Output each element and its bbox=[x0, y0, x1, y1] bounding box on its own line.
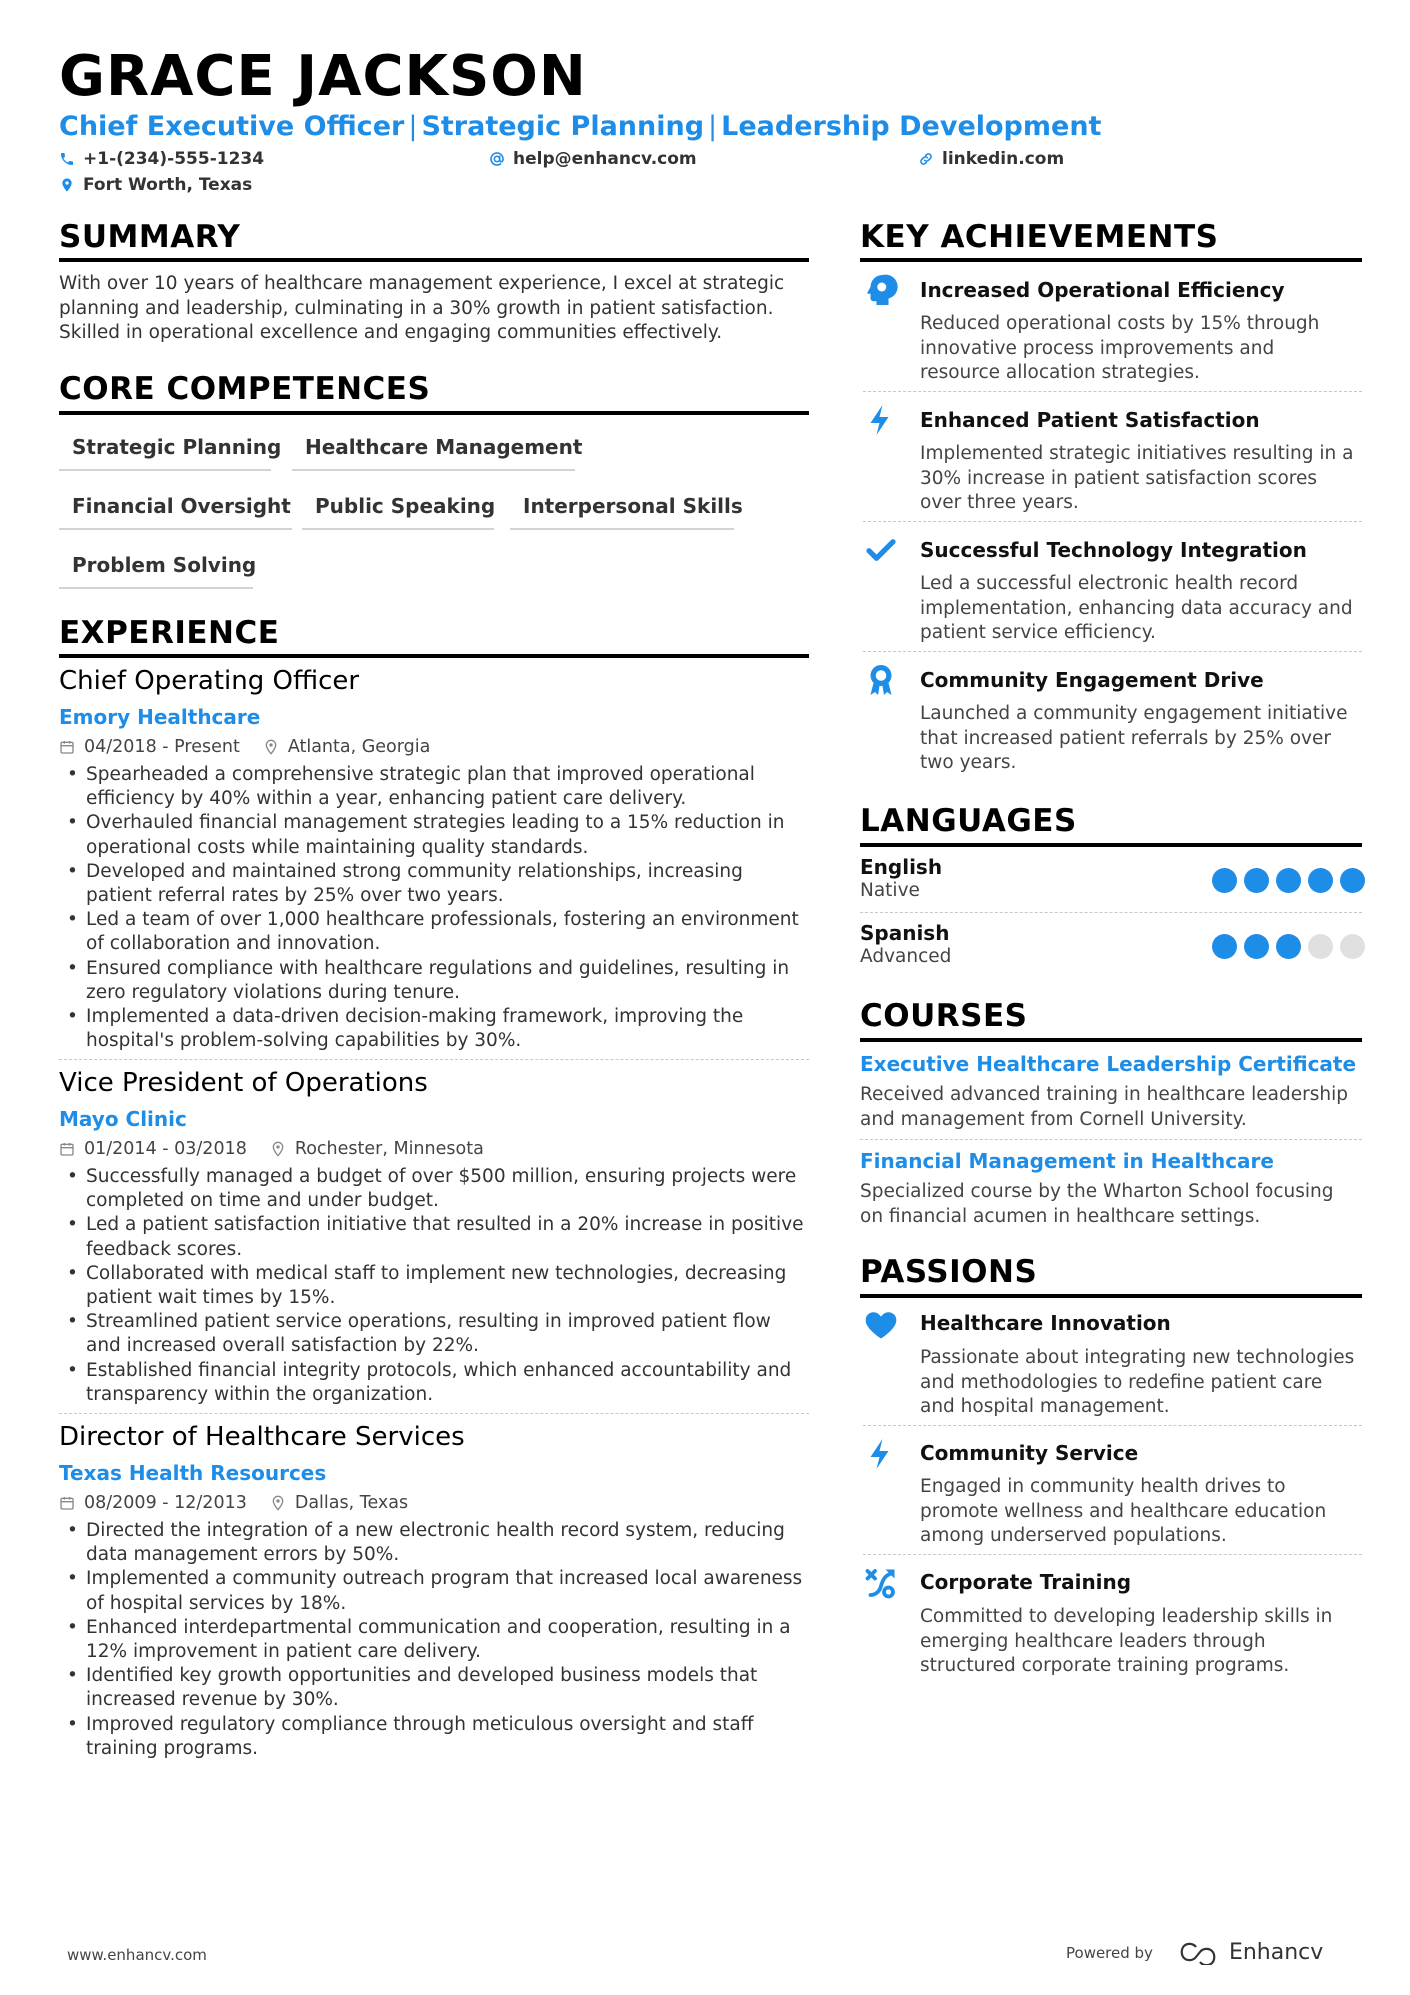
brand-name: Enhancv bbox=[1228, 1940, 1324, 1965]
achievement-title: Enhanced Patient Satisfaction bbox=[920, 408, 1260, 432]
job-bullets bbox=[59, 1519, 809, 1761]
passion-title: Healthcare Innovation bbox=[920, 1311, 1171, 1335]
job-divider bbox=[59, 1059, 809, 1060]
course-desc: Specialized course by the Wharton School focusing on financial acumen in healthcare settings. bbox=[860, 1181, 1334, 1227]
job-bullet: • Directed the integration of a new electronic health record system, reducing data management errors by 50%. bbox=[59, 1519, 809, 1567]
job-dates: 04/2018 - Present bbox=[84, 737, 240, 757]
link-icon bbox=[918, 151, 934, 167]
company-name: Mayo Clinic bbox=[59, 1107, 187, 1131]
location-pin-icon bbox=[263, 739, 279, 755]
headline-title-3: Leadership Development bbox=[721, 111, 1102, 142]
job-bullet: • Overhauled financial management strategies leading to a 15% reduction in operational costs while maintaining quality standards. bbox=[59, 811, 809, 859]
lightning-icon bbox=[863, 1436, 899, 1472]
rating-dot-filled bbox=[1276, 868, 1301, 893]
job-title: Chief Operating Officer bbox=[59, 666, 360, 696]
headline-title-1: Chief Executive Officer bbox=[59, 111, 405, 142]
job-meta bbox=[59, 1139, 484, 1159]
competence-tag: Strategic Planning bbox=[59, 435, 271, 471]
calendar-icon bbox=[59, 1141, 75, 1157]
passion-desc: Passionate about integrating new technologies and methodologies to redefine patient care and hospital management. bbox=[920, 1347, 1355, 1417]
section-divider bbox=[59, 654, 809, 658]
headline bbox=[59, 111, 1101, 142]
achievements-heading: KEY ACHIEVEMENTS bbox=[860, 219, 1219, 255]
job-location: Dallas, Texas bbox=[294, 1493, 409, 1513]
job-bullet: • Collaborated with medical staff to implement new technologies, decreasing patient wait times by 15%. bbox=[59, 1262, 809, 1310]
enhancv-logo[interactable] bbox=[1175, 1940, 1323, 1965]
headline-title-2: Strategic Planning bbox=[421, 111, 705, 142]
item-divider bbox=[863, 1425, 1362, 1426]
location-pin-icon bbox=[59, 177, 75, 193]
section-divider bbox=[59, 258, 809, 262]
language-name: English bbox=[860, 855, 943, 879]
job-location: Atlanta, Georgia bbox=[287, 737, 431, 757]
at-icon bbox=[489, 151, 505, 167]
job-bullet: • Led a patient satisfaction initiative that resulted in a 20% increase in positive feedback scores. bbox=[59, 1213, 809, 1261]
item-divider bbox=[860, 912, 1362, 913]
item-divider bbox=[863, 1554, 1362, 1555]
summary-heading: SUMMARY bbox=[59, 219, 241, 255]
rating-dot-filled bbox=[1244, 868, 1269, 893]
calendar-icon bbox=[59, 739, 75, 755]
rating-dot-filled bbox=[1212, 934, 1237, 959]
location-text: Fort Worth, Texas bbox=[83, 175, 253, 195]
language-level: Advanced bbox=[860, 946, 952, 967]
job-bullet: • Ensured compliance with healthcare regulations and guidelines, resulting in zero regulatory violations during tenure. bbox=[59, 957, 809, 1005]
heart-icon bbox=[863, 1307, 899, 1343]
job-bullet: • Developed and maintained strong community relationships, increasing patient referral rates by 25% over two years. bbox=[59, 860, 809, 908]
contact-location bbox=[59, 175, 252, 195]
contact-phone[interactable] bbox=[59, 149, 264, 169]
phone-text: +1-(234)-555-1234 bbox=[83, 149, 265, 169]
job-title: Vice President of Operations bbox=[59, 1068, 428, 1098]
rating-dot-filled bbox=[1212, 868, 1237, 893]
item-divider bbox=[863, 651, 1362, 652]
competence-tag: Public Speaking bbox=[302, 494, 494, 530]
item-divider bbox=[863, 521, 1362, 522]
job-dates: 01/2014 - 03/2018 bbox=[84, 1139, 247, 1159]
rating-dot-empty bbox=[1340, 934, 1365, 959]
rating-dot-empty bbox=[1308, 934, 1333, 959]
job-meta bbox=[59, 1493, 408, 1513]
calendar-icon bbox=[59, 1495, 75, 1511]
passion-desc: Engaged in community health drives to promote wellness and healthcare education among underserved populations. bbox=[920, 1476, 1327, 1546]
powered-by-text: Powered by bbox=[1066, 1943, 1153, 1962]
rating-dot-filled bbox=[1244, 934, 1269, 959]
summary-text: With over 10 years of healthcare management experience, I excel at strategic planning and leadership, culminating in a 30% growth in patient satisfaction. Skilled in operational excellence and engaging communities effectively. bbox=[59, 273, 785, 343]
check-icon bbox=[863, 532, 899, 568]
rating-dot-filled bbox=[1276, 934, 1301, 959]
passions-heading: PASSIONS bbox=[860, 1254, 1038, 1290]
item-divider bbox=[863, 391, 1362, 392]
job-bullet: • Identified key growth opportunities and developed business models that increased revenue by 30%. bbox=[59, 1664, 809, 1712]
achievement-desc: Reduced operational costs by 15% through innovative process improvements and resource allocation strategies. bbox=[920, 313, 1320, 383]
job-location: Rochester, Minnesota bbox=[294, 1139, 484, 1159]
competence-tag: Interpersonal Skills bbox=[510, 494, 734, 530]
candidate-name: GRACE JACKSON bbox=[59, 44, 587, 109]
competence-tag: Financial Oversight bbox=[59, 494, 292, 530]
course-desc: Received advanced training in healthcare leadership and management from Cornell University. bbox=[860, 1084, 1348, 1130]
location-pin-icon bbox=[270, 1495, 286, 1511]
job-bullet: • Led a team of over 1,000 healthcare professionals, fostering an environment of collaboration and innovation. bbox=[59, 908, 809, 956]
courses-heading: COURSES bbox=[860, 998, 1028, 1034]
achievement-title: Increased Operational Efficiency bbox=[920, 278, 1285, 302]
passion-title: Community Service bbox=[920, 1441, 1139, 1465]
passion-desc: Committed to developing leadership skills in emerging healthcare leaders through structured corporate training programs. bbox=[920, 1606, 1333, 1676]
passion-title: Corporate Training bbox=[920, 1570, 1132, 1594]
job-bullet: • Improved regulatory compliance through meticulous oversight and staff training programs. bbox=[59, 1713, 809, 1761]
competences-heading: CORE COMPETENCES bbox=[59, 371, 431, 407]
job-dates: 08/2009 - 12/2013 bbox=[84, 1493, 247, 1513]
email-text: help@enhancv.com bbox=[513, 149, 697, 169]
strategy-icon bbox=[863, 1565, 899, 1601]
section-divider bbox=[860, 843, 1362, 847]
section-divider bbox=[860, 258, 1362, 262]
footer-branding bbox=[1066, 1940, 1323, 1965]
achievement-desc: Launched a community engagement initiative that increased patient referrals by 25% over two years. bbox=[920, 703, 1348, 773]
contact-email[interactable] bbox=[489, 149, 697, 169]
job-bullet: • Enhanced interdepartmental communication and cooperation, resulting in a 12% improvement in patient care delivery. bbox=[59, 1616, 809, 1664]
item-divider bbox=[860, 1139, 1362, 1140]
job-bullets bbox=[59, 763, 809, 1053]
section-divider bbox=[59, 411, 809, 415]
job-bullet: • Implemented a community outreach program that increased local awareness of hospital services by 18%. bbox=[59, 1567, 809, 1615]
section-divider bbox=[860, 1038, 1362, 1042]
lightning-icon bbox=[863, 402, 899, 438]
linkedin-text: linkedin.com bbox=[942, 149, 1065, 169]
job-meta bbox=[59, 737, 430, 757]
achievement-title: Community Engagement Drive bbox=[920, 668, 1264, 692]
job-title: Director of Healthcare Services bbox=[59, 1422, 465, 1452]
phone-icon bbox=[59, 151, 75, 167]
job-bullet: • Streamlined patient service operations, resulting in improved patient flow and increased overall satisfaction by 22%. bbox=[59, 1310, 809, 1358]
job-bullet: • Established financial integrity protocols, which enhanced accountability and transparency within the organization. bbox=[59, 1359, 809, 1407]
job-bullets bbox=[59, 1165, 809, 1407]
job-bullet: • Implemented a data-driven decision-making framework, improving the hospital's problem-solving capabilities by 30%. bbox=[59, 1005, 809, 1053]
company-name: Emory Healthcare bbox=[59, 705, 261, 729]
course-title: Executive Healthcare Leadership Certificate bbox=[860, 1052, 1357, 1076]
achievement-desc: Implemented strategic initiatives resulting in a 30% increase in patient satisfaction scores over three years. bbox=[920, 443, 1354, 513]
headline-separator: | bbox=[708, 111, 718, 142]
headline-separator: | bbox=[408, 111, 418, 142]
job-bullet: • Spearheaded a comprehensive strategic plan that improved operational efficiency by 40% within a year, enhancing patient care delivery. bbox=[59, 763, 809, 811]
competence-tag: Problem Solving bbox=[59, 553, 253, 589]
competence-tag: Healthcare Management bbox=[292, 435, 575, 471]
language-level: Native bbox=[860, 880, 920, 901]
enhancv-logo-icon bbox=[1175, 1941, 1221, 1965]
achievement-desc: Led a successful electronic health record implementation, enhancing data accuracy and patient service efficiency. bbox=[920, 573, 1353, 643]
footer-website[interactable]: www.enhancv.com bbox=[67, 1946, 207, 1964]
languages-heading: LANGUAGES bbox=[860, 803, 1077, 839]
job-bullet: • Successfully managed a budget of over $500 million, ensuring projects were completed on time and under budget. bbox=[59, 1165, 809, 1213]
company-name: Texas Health Resources bbox=[59, 1461, 327, 1485]
section-divider bbox=[860, 1294, 1362, 1298]
job-divider bbox=[59, 1413, 809, 1414]
head-icon bbox=[863, 272, 899, 308]
achievement-title: Successful Technology Integration bbox=[920, 538, 1307, 562]
location-pin-icon bbox=[270, 1141, 286, 1157]
contact-linkedin[interactable] bbox=[918, 149, 1064, 169]
language-rating bbox=[1212, 934, 1365, 959]
rating-dot-filled bbox=[1308, 868, 1333, 893]
language-name: Spanish bbox=[860, 921, 950, 945]
course-title: Financial Management in Healthcare bbox=[860, 1149, 1274, 1173]
experience-heading: EXPERIENCE bbox=[59, 615, 280, 651]
award-icon bbox=[863, 662, 899, 698]
rating-dot-filled bbox=[1340, 868, 1365, 893]
language-rating bbox=[1212, 868, 1365, 893]
